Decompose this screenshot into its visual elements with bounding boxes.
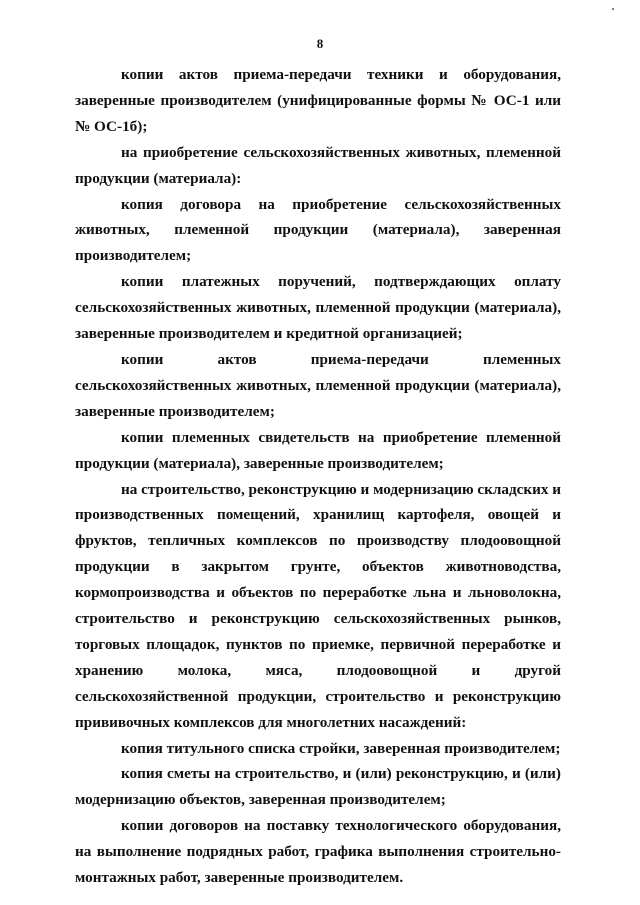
paragraph-title-list: копия титульного списка стройки, заверенная производителем; (121, 739, 561, 757)
paragraph-transfer-acts: копии актов приема-передачи племенных сельскохозяйственных животных, племенной продукции (материала), заверенные производителем; (75, 350, 561, 420)
page-number: 8 (316, 36, 324, 51)
paragraph-construction-heading: на строительство, реконструкцию и модернизацию складских и производственных помещений, хранилищ картофеля, овощей и фруктов, тепличных комплексов по производству плодоовощной продукции в закрытом грунте, объектов животноводства, кормопроизводства и объектов по переработке льна и льноволокна, строительство и реконструкцию сельскохозяйственных рынков, торговых площадок, пунктов по приемке, первичной переработке и хранению молока, мяса, плодоовощной и другой сельскохозяйственной продукции, строительство и реконструкцию прививочных комплексов для многолетних насаждений: (75, 480, 562, 731)
paragraph-estimate: копия сметы на строительство, и (или) реконструкцию, и (или) модернизацию объектов, заверенная производителем; (75, 765, 561, 809)
document-body (75, 62, 561, 891)
scan-speck (612, 8, 614, 10)
paragraph-supply-contracts: копии договоров на поставку технологического оборудования, на выполнение подрядных работ, графика выполнения строительно-монтажных работ, заверенные производителем. (75, 817, 561, 887)
paragraph-equipment-acts: копии актов приема-передачи техники и оборудования, заверенные производителем (унифицированные формы № ОС-1 или № ОС-1б); (75, 66, 561, 135)
paragraph-breeding-certificates: копии племенных свидетельств на приобретение племенной продукции (материала), заверенные производителем; (75, 428, 561, 472)
paragraph-animals-heading: на приобретение сельскохозяйственных животных, племенной продукции (материала): (75, 143, 561, 187)
paragraph-payment-orders: копии платежных поручений, подтверждающих оплату сельскохозяйственных животных, племенной продукции (материала), заверенные производителем и кредитной организацией; (75, 273, 561, 343)
paragraph-purchase-contract: копия договора на приобретение сельскохозяйственных животных, племенной продукции (материала), заверенная производителем; (75, 195, 561, 265)
